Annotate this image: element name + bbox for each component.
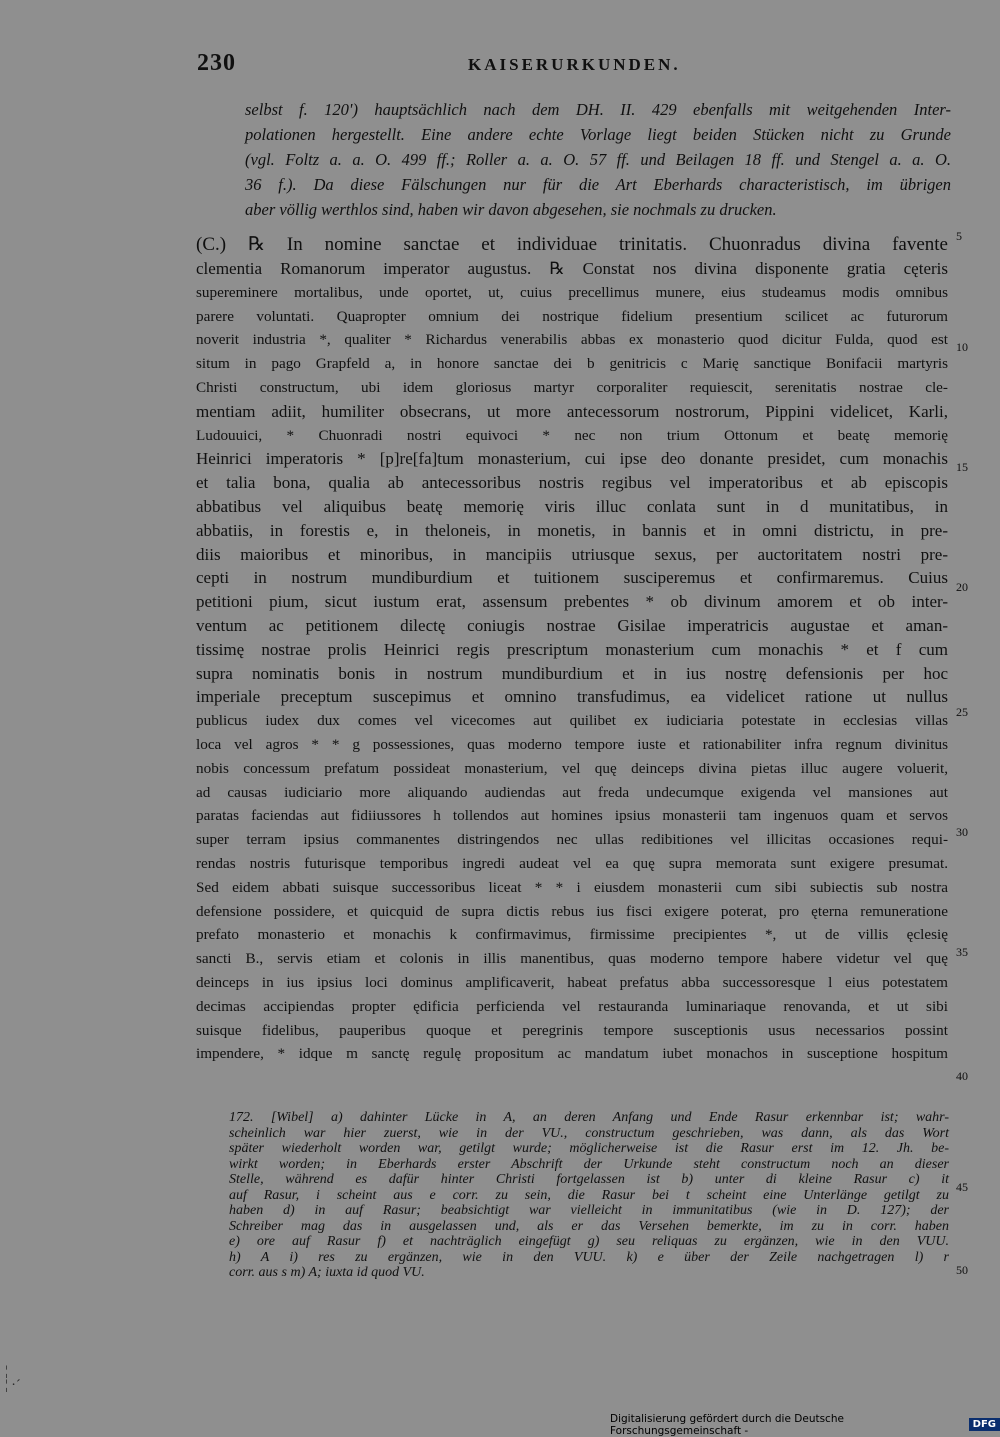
charter-line: impendere, * idque m sanctę regulę propositum ac mandatum iubet monachos in susceptione hospitum — [196, 1045, 948, 1063]
charter-line: (C.) ℞ In nomine sanctae et individuae trinitatis. Chuonradus divina favente — [196, 234, 948, 255]
charter-line: Ludouuici, * Chuonradi nostri equivoci * nec non trium Ottonum et beatę memorię — [196, 426, 948, 444]
footnote-line: scheinlich war hier zuerst, wie in der VU., constructum geschrieben, was dann, als das Wort — [229, 1125, 949, 1141]
charter-line: et talia bona, qualia ab antecessoribus nostris regibus vel imperatoribus et ab episcopis — [196, 473, 948, 493]
footnote-line: haben d) in auf Rasur; beabsichtigt war vielleicht in immunitatibus (wie in D. 127); der — [229, 1203, 949, 1218]
charter-line: diis maioribus et minoribus, in mancipiis utriusque sexus, per auctoritatem nostri pre- — [196, 544, 948, 564]
dfg-logo: DFG — [969, 1418, 1000, 1431]
charter-line: parere voluntati. Quapropter omnium dei nostrique fidelium presentium scilicet ac futurorum — [196, 307, 948, 325]
footnote-line: e) ore auf Rasur f) et nachträglich eingefügt g) seu reliquas zu ergänzen, wie in den VUU. — [229, 1234, 949, 1249]
charter-line: super terram ipsius commanentes distringendos nec ullas redibitiones vel illicitas occasiones requi- — [196, 831, 948, 849]
charter-line: sancti B., servis etiam et colonis in illis manentibus, quas moderno tempore habere videtur vel quę — [196, 950, 948, 968]
charter-line: cepti in nostrum mundiburdium et tuitionem susciperemus et confirmaremus. Cuius — [196, 568, 948, 588]
preface-line: 36 f.). Da diese Fälschungen nur für die Art Eberhards characteristisch, im übrigen — [245, 175, 951, 194]
footer-text: Digitalisierung gefördert durch die Deutsche Forschungsgemeinschaft - — [610, 1412, 844, 1437]
charter-line: rendas nostris futurisque temporibus ingredi audeat vel ea quę supra memorata sunt exigere presumat. — [196, 854, 948, 872]
charter-line: decimas accipiendas propter ędificia perficienda vel restauranda luminariaque renovanda, et ut sibi — [196, 997, 948, 1015]
digitization-footer — [610, 1412, 1000, 1437]
page-number: 230 — [197, 50, 236, 76]
footnote-line: Schreiber mag das in ausgelassen und, als er das Versehen bemerkte, im zu in corr. haben — [229, 1218, 949, 1234]
charter-line: imperiale preceptum suscepimus et omnino transfudimus, ea videlicet ratione ut nullus — [196, 687, 948, 707]
charter-line: suisque fidelibus, pauperibus quoque et peregrinis tempore susceptionis usus necessarios possint — [196, 1021, 948, 1039]
preface-paragraph — [245, 97, 951, 222]
line-number-marker: 20 — [956, 580, 968, 594]
line-number-marker: 45 — [956, 1180, 968, 1194]
charter-line: mentiam adiit, humiliter obsecrans, ut more antecessorum nostrorum, Pippini videlicet, Karli, — [196, 401, 948, 421]
footnote-line: auf Rasur, i scheint aus e corr. zu sein, die Rasur bei t scheint eine Unterlänge getilgt zu — [229, 1187, 949, 1203]
footnote-line: Stelle, während es dafür hinter Christi fortgelassen ist b) unter di kleine Rasur c) it — [229, 1172, 949, 1187]
preface-line: aber völlig werthlos sind, haben wir davon abgesehen, sie nochmals zu drucken. — [245, 200, 777, 219]
line-number-marker: 50 — [956, 1263, 968, 1277]
charter-text — [196, 232, 948, 1066]
line-number-marker: 10 — [956, 340, 968, 354]
charter-line: ad causas iudiciario more aliquando audiendas aut freda undecumque exigenda vel mansiones aut — [196, 783, 948, 801]
preface-line: selbst f. 120') hauptsächlich nach dem DH. II. 429 ebenfalls mit weitgehenden Inter- — [245, 100, 951, 119]
charter-line: Heinrici imperatoris * [p]re[fa]tum monasterium, cui ipse deo donante presidet, cum monachis — [196, 449, 948, 469]
line-number-marker: 15 — [956, 460, 968, 474]
footnote-line: 172. [Wibel] a) dahinter Lücke in A, an deren Anfang und Ende Rasur erkennbar ist; wahr- — [229, 1110, 949, 1125]
footnotes — [229, 1110, 949, 1281]
charter-line: clementia Romanorum imperator augustus. ℞ Constat nos divina disponente gratia cęteris — [196, 259, 948, 278]
charter-line: loca vel agros * * g possessiones, quas moderno tempore iuste et rationabiliter infra regnum divinitus — [196, 735, 948, 753]
line-number-marker: 25 — [956, 705, 968, 719]
charter-line: tissimę nostrae prolis Heinrici regis prescriptum monasterium cum monachis * et f cum — [196, 639, 948, 659]
footnote-line: wirkt worden; in Eberhards erster Abschrift der Urkunde steht constructum noch an dieser — [229, 1156, 949, 1172]
line-number-marker: 40 — [956, 1069, 968, 1083]
charter-line: deinceps in ius ipsius loci dominus amplificaverit, habeat prefatus abba successoresque l eius potestatem — [196, 973, 948, 991]
line-number-marker: 5 — [956, 229, 962, 243]
charter-line: nobis concessum prefatum possideat monasterium, vel quę deinceps divina pietas illuc augere voluerit, — [196, 759, 948, 777]
running-head: KAISERURKUNDEN. — [468, 55, 681, 74]
charter-line: publicus iudex dux comes vel vicecomes aut quilibet ex iudiciaria potestate in ecclesias villas — [196, 712, 948, 730]
charter-line: paratas faciendas aut fidiiussores h tollendos aut homines ipsius monasterii tam ingenuos quam et servos — [196, 807, 948, 825]
footnote-line: später wiederholt worden war, getilgt wurde; möglicherweise ist die Rasur erst im 12. Jh. be- — [229, 1141, 949, 1156]
charter-line: Christi constructum, ubi idem gloriosus martyr corporaliter requiescit, serenitatis nostrae cle- — [196, 378, 948, 396]
charter-line: situm in pago Grapfeld a, in honore sanctae dei b genitricis c Marię sanctique Bonifacii martyris — [196, 355, 948, 373]
charter-line: supereminere mortalibus, unde oportet, ut, cuius precellimus munere, eius studeamus modis omnibus — [196, 283, 948, 301]
page-header — [197, 50, 797, 84]
charter-line: ventum ac petitionem dilectę coniugis nostrae Gisilae imperatricis augustae et aman- — [196, 615, 948, 635]
charter-line: abbatibus vel aliquibus beatę memorię viris illuc conlata sunt in d munitatibus, in — [196, 496, 948, 516]
charter-line: defensione possidere, et quicquid de supra dictis rebus ius fisci exigere poterat, pro ęterna remuneratione — [196, 902, 948, 920]
footnote-line: corr. aus s m) A; iuxta id quod VU. — [229, 1265, 425, 1280]
charter-line: supra nominatis bonis in nostrum mundiburdium et in ius nostrę defensionis per hoc — [196, 663, 948, 683]
margin-scan-marks: ¦ ¦ ·´ — [5, 1364, 21, 1393]
line-number-marker: 35 — [956, 945, 968, 959]
charter-line: prefato monasterio et monachis k confirmavimus, firmissime precipientes *, ut de villis ęclesię — [196, 926, 948, 944]
line-number-marker: 30 — [956, 825, 968, 839]
charter-line: petitioni pium, sicut iustum erat, assensum prebentes * ob divinum amorem et ob inter- — [196, 592, 948, 612]
charter-line: noverit industria *, qualiter * Richardus venerabilis abbas ex monasterio quod dicitur Fulda, quod est — [196, 331, 948, 349]
preface-line: polationen hergestellt. Eine andere echte Vorlage liegt beiden Stücken nicht zu Grunde — [245, 125, 951, 144]
preface-line: (vgl. Foltz a. a. O. 499 ff.; Roller a. a. O. 57 ff. und Beilagen 18 ff. und Stengel a. a. O. — [245, 150, 951, 169]
charter-line: abbatiis, in forestis e, in theloneis, in monetis, in bannis et in omni districtu, in pre- — [196, 520, 948, 540]
footnote-line: h) A i) res zu ergänzen, wie in den VUU. k) e über der Zeile nachgetragen l) r — [229, 1249, 949, 1265]
charter-line: Sed eidem abbati suisque successoribus liceat * * i eiusdem monasterii cum sibi subiectis sub nostra — [196, 878, 948, 896]
